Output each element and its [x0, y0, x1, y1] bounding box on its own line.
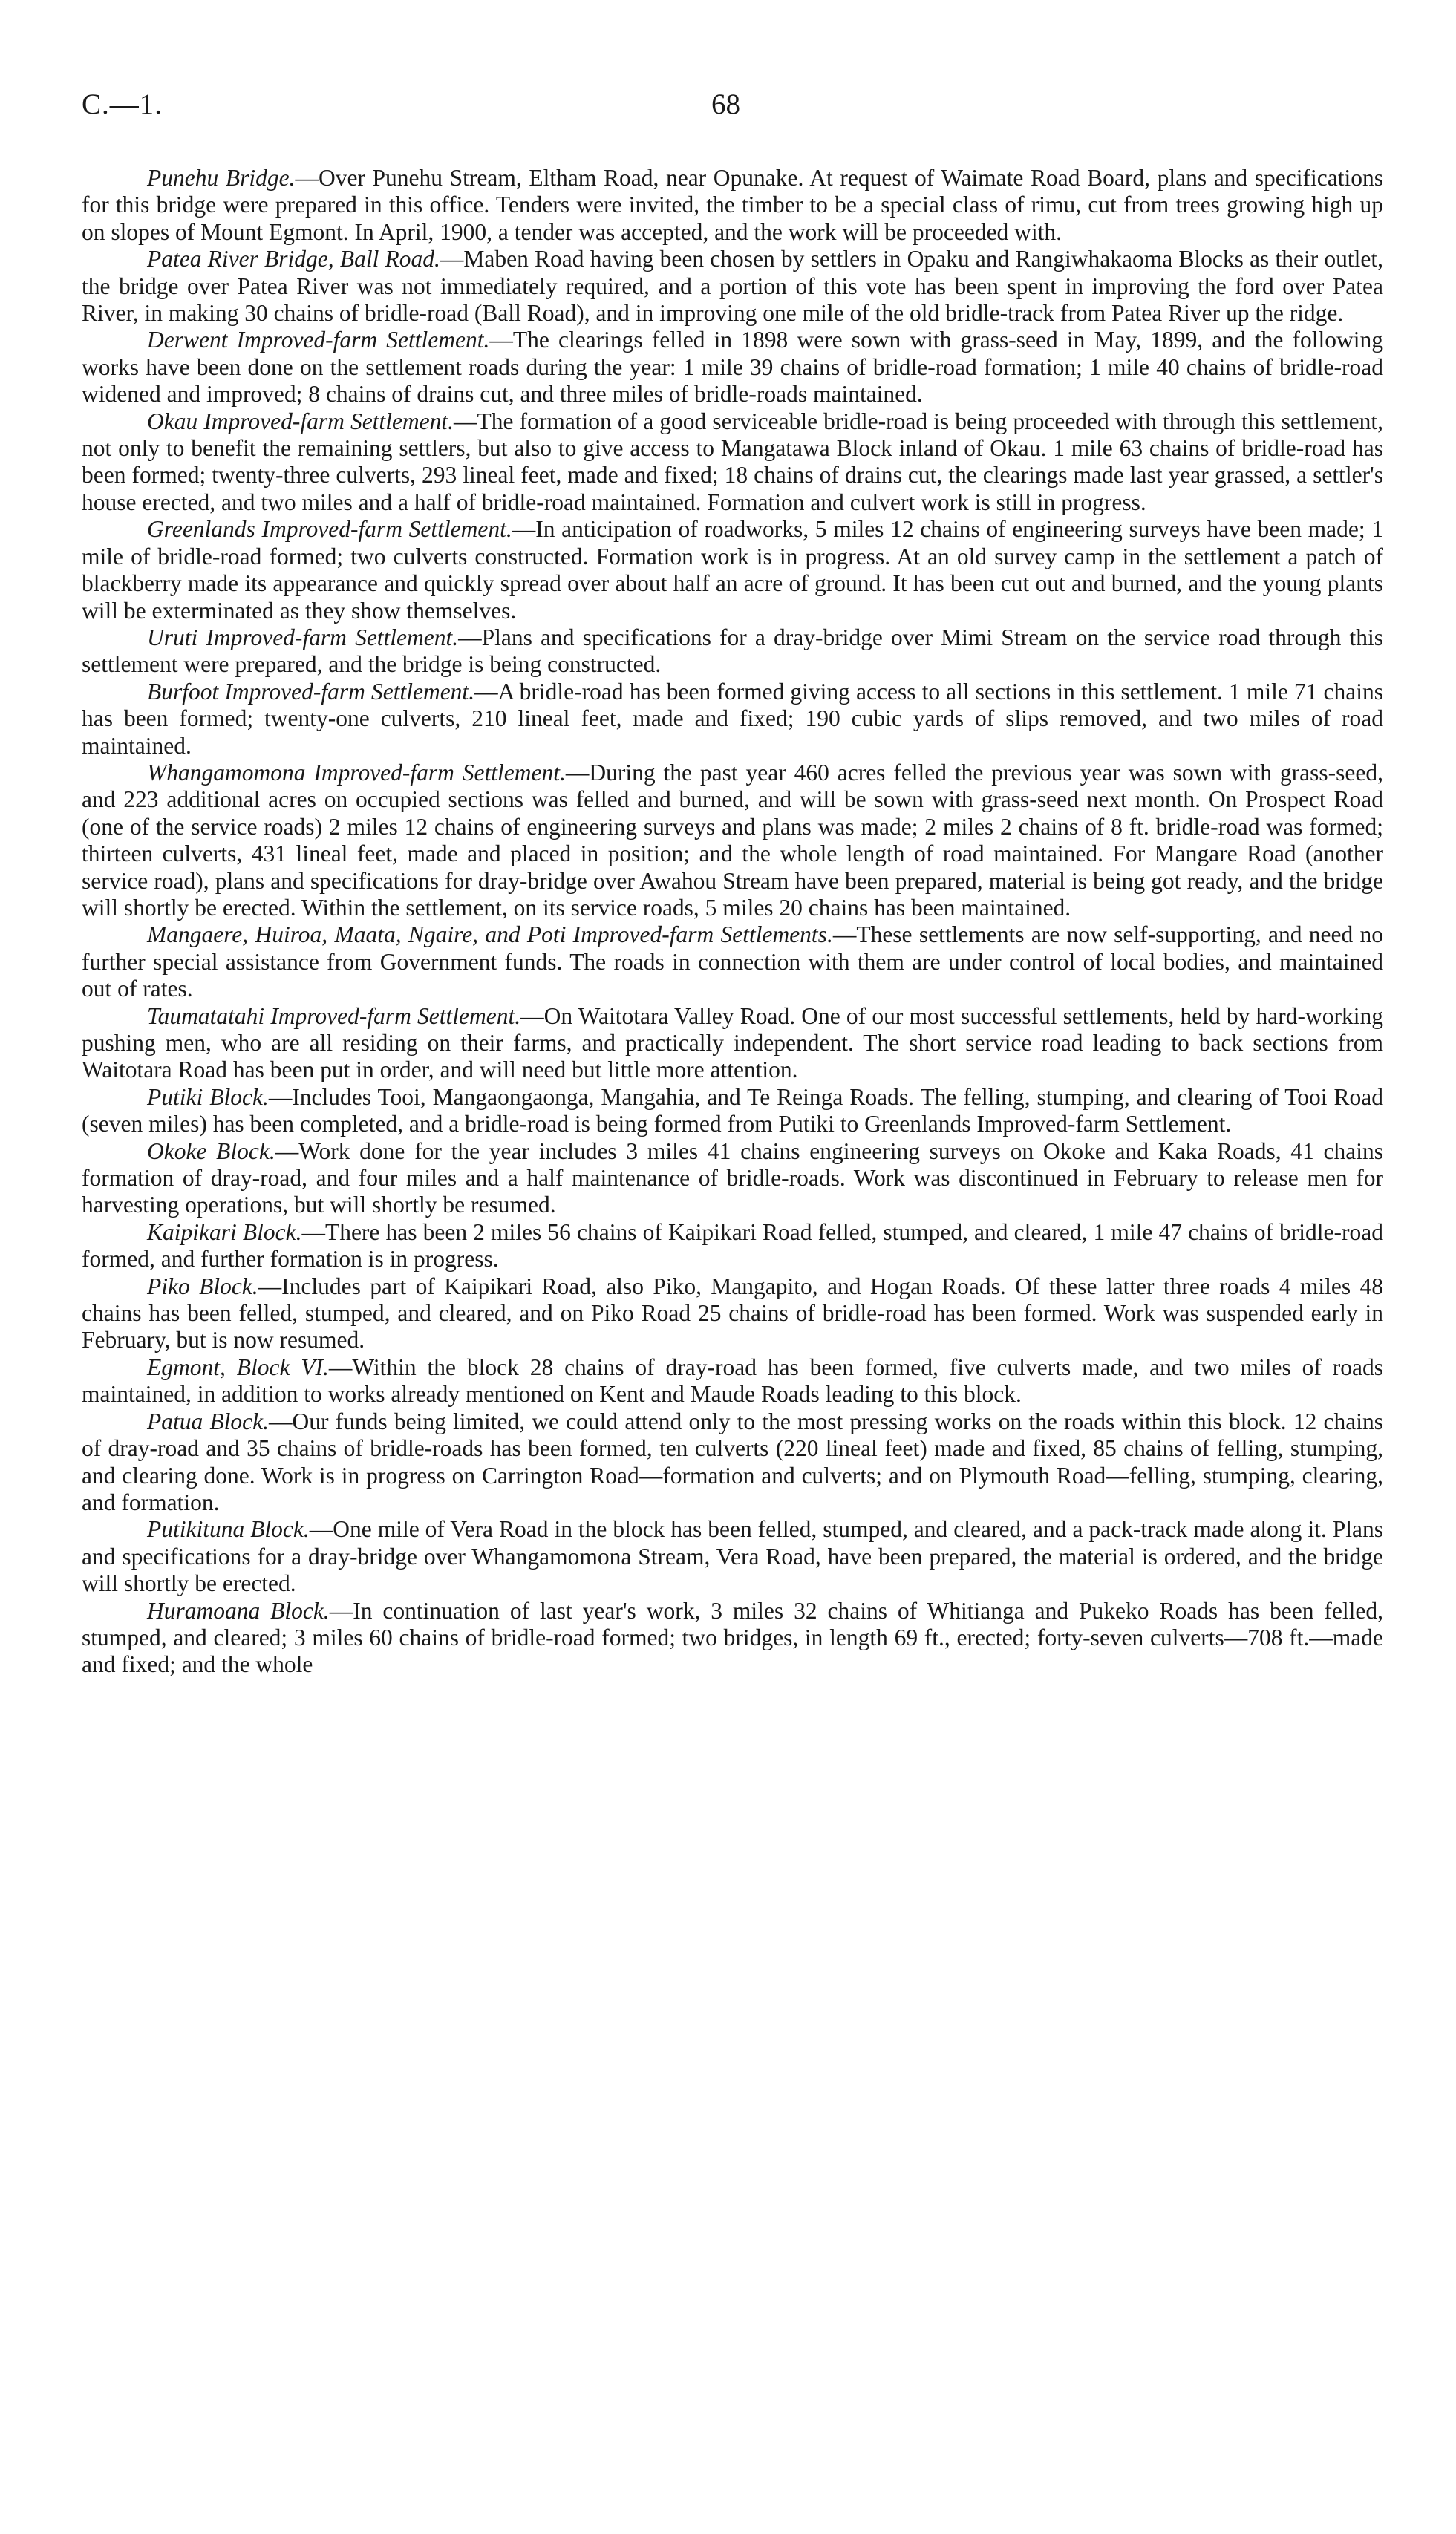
page-header — [82, 88, 1388, 132]
paragraph-text: —Maben Road having been chosen by settlers in Opaku and Rangiwhakaoma Blocks as their outlet, the bridge over Patea River was not immediately required, and a portion of this vote has been spent in improving the ford over Patea River, in making 30 chains of bridle-road (Ball Road), and in improving one mile of the old bridle-track from Patea River up the ridge. — [82, 246, 1383, 327]
paragraph-kaipikari-block — [82, 1219, 1383, 1273]
paragraph-okoke-block — [82, 1138, 1383, 1219]
paragraph-text: —Plans and specifications for a dray-bridge over Mimi Stream on the service road through this settlement were prepared, and the bridge is being constructed. — [82, 624, 1384, 678]
paragraph-text: —Within the block 28 chains of dray-road has been formed, five culverts made, and two miles of roads maintained, in addition to works already mentioned on Kent and Maude Roads leading to this block. — [82, 1353, 1383, 1408]
paragraph-patea-river-bridge — [82, 246, 1383, 327]
paragraph-title: Uruti Improved-farm Settlement. — [147, 624, 459, 650]
paragraph-text: —The formation of a good serviceable bridle-road is being proceeded with through this settlement, not only to benefit the remaining settlers, but also to give access to Mangatawa Block inland of Okau. 1 mile 63 chains of bridle-road has been formed; twenty-three culverts, 293 lineal feet, made and fixed; 18 chains of drains cut, the clearings made last year grassed, a settler's house erected, and two miles and a half of bridle-road maintained. Formation and culvert work is still in progress. — [82, 408, 1383, 515]
paragraph-title: Kaipikari Block. — [147, 1218, 302, 1245]
page-number: 68 — [711, 88, 740, 120]
paragraph-derwent-settlement — [82, 327, 1383, 408]
report-body — [82, 165, 1383, 1679]
paragraph-text: —A bridle-road has been formed giving access to all sections in this settlement. 1 mile 71 chains has been formed; twenty-one culverts, 210 lineal feet, made and fixed; 190 cubic yards of slips removed, and two miles of road maintained. — [82, 678, 1383, 759]
paragraph-title: Huramoana Block. — [147, 1597, 330, 1624]
paragraph-text: —These settlements are now self-supporting, and need no further special assistance from Government funds. The roads in connection with them are under control of local bodies, and maintained out of rates. — [82, 921, 1383, 1002]
paragraph-title: Putikituna Block. — [147, 1516, 310, 1543]
paragraph-title: Whangamomona Improved-farm Settlement. — [147, 759, 566, 786]
paragraph-taumatatahi-settlement — [82, 1003, 1383, 1084]
paragraph-whangamomona-settlement — [82, 760, 1383, 921]
paragraph-title: Patea River Bridge, Ball Road. — [147, 246, 440, 272]
paragraph-putikituna-block — [82, 1516, 1383, 1597]
paragraph-title: Putiki Block. — [147, 1083, 269, 1110]
paragraph-title: Taumatatahi Improved-farm Settlement. — [147, 1002, 521, 1029]
paragraph-putiki-block — [82, 1084, 1383, 1138]
paragraph-text: —Over Punehu Stream, Eltham Road, near Opunake. At request of Waimate Road Board, plans and specifications for this bridge were prepared in this office. Tenders were invited, the timber to be a special class of rimu, cut from trees growing high up on slopes of Mount Egmont. In April, 1900, a tender was accepted, and the work will be proceeded with. — [82, 165, 1383, 245]
paragraph-title: Patua Block. — [147, 1408, 269, 1434]
paragraph-punehu-bridge — [82, 165, 1383, 246]
paragraph-title: Piko Block. — [147, 1273, 258, 1299]
paragraph-uruti-settlement — [82, 624, 1383, 679]
paragraph-text: —In anticipation of roadworks, 5 miles 12 chains of engineering surveys have been made; 1 mile of bridle-road formed; two culverts constructed. Formation work is in progress. At an old survey camp in the settlement a patch of blackberry made its appearance and quickly spread over about half an acre of ground. It has been cut out and burned, and the young plants will be exterminated as they show themselves. — [82, 516, 1383, 624]
document-code: C.—1. — [82, 88, 163, 120]
paragraph-text: —Work done for the year includes 3 miles 41 chains engineering surveys on Okoke and Kaka Roads, 41 chains formation of dray-road, and four miles and a half maintenance of bridle-roads. Work was discontinued in February to release men for harvesting operations, but will shortly be resumed. — [82, 1137, 1383, 1218]
paragraph-mangaere-settlements — [82, 921, 1383, 1002]
paragraph-text: —On Waitotara Valley Road. One of our most successful settlements, held by hard-working pushing men, who are all residing on their farms, and practically independent. The short service road leading to back sections from Waitotara Road has been put in order, and will need but little more attention. — [82, 1002, 1383, 1083]
paragraph-text: —In continuation of last year's work, 3 miles 32 chains of Whitianga and Pukeko Roads has been felled, stumped, and cleared; 3 miles 60 chains of bridle-road formed; two bridges, in length 69 ft., erected; forty-seven culverts—708 ft.—made and fixed; and the whole — [82, 1597, 1383, 1678]
paragraph-text: —One mile of Vera Road in the block has been felled, stumped, and cleared, and a pack-track made along it. Plans and specifications for a dray-bridge over Whangamomona Stream, Vera Road, have been prepared, the material is ordered, and the bridge will shortly be erected. — [82, 1516, 1383, 1597]
paragraph-text: —There has been 2 miles 56 chains of Kaipikari Road felled, stumped, and cleared, 1 mile 47 chains of bridle-road formed, and further formation is in progress. — [82, 1218, 1383, 1273]
paragraph-text: —Includes part of Kaipikari Road, also Piko, Mangapito, and Hogan Roads. Of these latter three roads 4 miles 48 chains has been felled, stumped, and cleared, and on Piko Road 25 chains of bridle-road has been formed. Work was suspended early in February, but is now resumed. — [82, 1273, 1383, 1353]
paragraph-title: Punehu Bridge. — [147, 165, 296, 191]
paragraph-title: Mangaere, Huiroa, Maata, Ngaire, and Poti Improved-farm Settlements. — [147, 921, 833, 948]
paragraph-burfoot-settlement — [82, 679, 1383, 760]
paragraph-okau-settlement — [82, 408, 1383, 517]
paragraph-title: Greenlands Improved-farm Settlement. — [147, 516, 512, 543]
paragraph-title: Okoke Block. — [147, 1137, 275, 1164]
paragraph-greenlands-settlement — [82, 516, 1383, 624]
paragraph-piko-block — [82, 1273, 1383, 1354]
paragraph-text: —Our funds being limited, we could attend only to the most pressing works on the roads within this block. 12 chains of dray-road and 35 chains of bridle-roads has been formed, ten culverts (220 lineal feet) made and fixed, 85 chains of felling, stumping, and clearing done. Work is in progress on Carrington Road—formation and culverts; and on Plymouth Road—felling, stumping, clearing, and formation. — [82, 1408, 1383, 1515]
paragraph-title: Okau Improved-farm Settlement. — [147, 408, 454, 434]
paragraph-text: —The clearings felled in 1898 were sown with grass-seed in May, 1899, and the following works have been done on the settlement roads during the year: 1 mile 39 chains of bridle-road formation; 1 mile 40 chains of bridle-road widened and improved; 8 chains of drains cut, and three miles of bridle-roads maintained. — [82, 327, 1384, 408]
paragraph-huramoana-block — [82, 1598, 1383, 1679]
paragraph-text: —During the past year 460 acres felled the previous year was sown with grass-seed, and 223 additional acres on occupied sections was felled and burned, and will be sown with grass-seed next month. On Prospect Road (one of the service roads) 2 miles 12 chains of engineering surveys and plans was made; 2 miles 2 chains of 8 ft. bridle-road was formed; thirteen culverts, 431 lineal feet, made and placed in position; and the whole length of road maintained. For Mangare Road (another service road), plans and specifications for dray-bridge over Awahou Stream have been prepared, material is being got ready, and the bridge will shortly be erected. Within the settlement, on its service roads, 5 miles 20 chains has been maintained. — [82, 759, 1383, 921]
paragraph-title: Egmont, Block VI. — [147, 1353, 329, 1380]
paragraph-egmont-block — [82, 1354, 1383, 1408]
paragraph-patua-block — [82, 1408, 1383, 1517]
paragraph-title: Derwent Improved-farm Settlement. — [147, 327, 490, 353]
paragraph-title: Burfoot Improved-farm Settlement. — [147, 678, 475, 705]
paragraph-text: —Includes Tooi, Mangaongaonga, Mangahia, and Te Reinga Roads. The felling, stumping, and clearing of Tooi Road (seven miles) has been completed, and a bridle-road is being formed from Putiki to Greenlands Improved-farm Settlement. — [82, 1083, 1383, 1137]
